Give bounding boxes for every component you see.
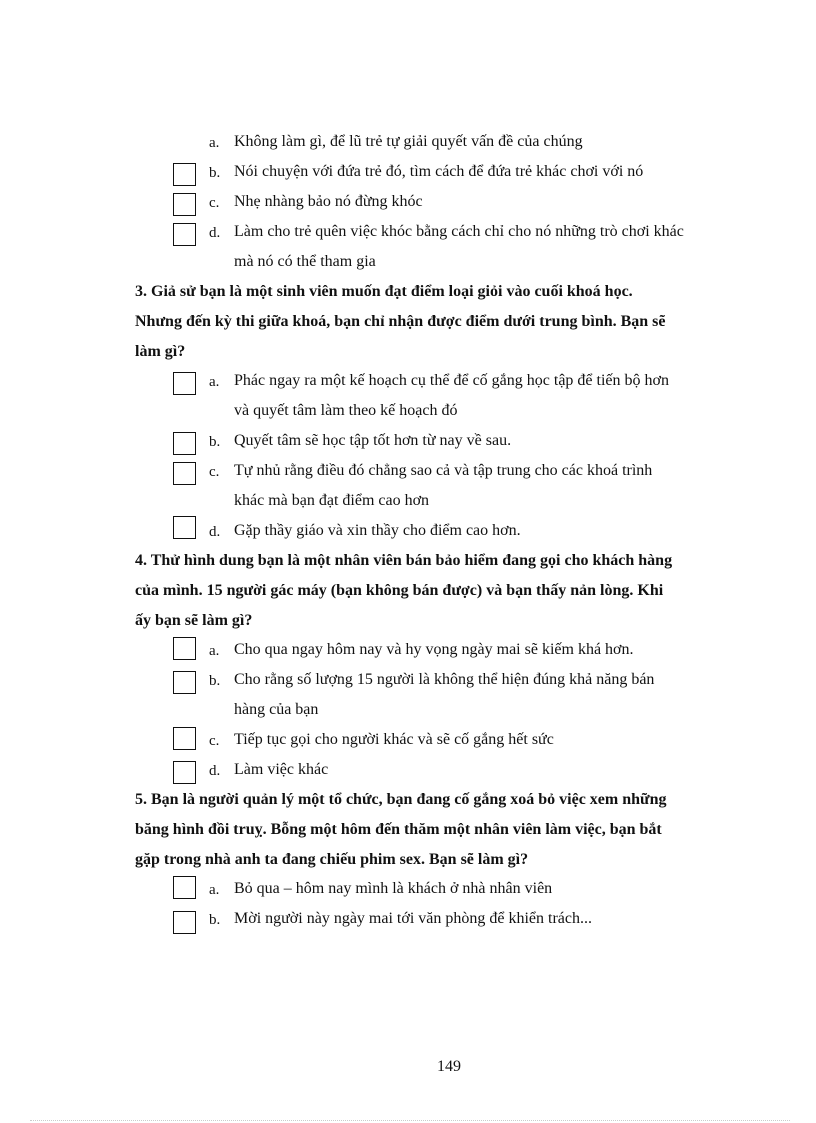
option-text: Không làm gì, để lũ trẻ tự giải quyết vấn đề của chúng — [234, 133, 583, 150]
q4-option-c — [0, 731, 816, 761]
checkbox[interactable] — [173, 671, 196, 694]
checkbox[interactable] — [173, 193, 196, 216]
question-4-line-3: ấy bạn sẽ làm gì? — [135, 612, 253, 629]
q2-option-c — [0, 193, 816, 223]
option-text: Tự nhủ rằng điều đó chẳng sao cả và tập trung cho các khoá trình — [234, 462, 653, 479]
checkbox[interactable] — [173, 637, 196, 660]
option-text: Nhẹ nhàng bảo nó đừng khóc — [234, 193, 423, 210]
option-text: Quyết tâm sẽ học tập tốt hơn từ nay về sau. — [234, 432, 512, 449]
option-text: Làm việc khác — [234, 761, 329, 778]
option-letter: c. — [209, 195, 220, 211]
checkbox[interactable] — [173, 761, 196, 784]
checkbox[interactable] — [173, 432, 196, 455]
option-text: Nói chuyện với đứa trẻ đó, tìm cách để đứa trẻ khác chơi với nó — [234, 163, 644, 180]
option-text: Tiếp tục gọi cho người khác và sẽ cố gắng hết sức — [234, 731, 554, 748]
option-letter: b. — [209, 434, 221, 450]
option-text: Gặp thầy giáo và xin thầy cho điểm cao hơn. — [234, 522, 521, 539]
option-text: Làm cho trẻ quên việc khóc bằng cách chỉ cho nó những trò chơi khác — [234, 223, 684, 240]
checkbox[interactable] — [173, 911, 196, 934]
option-letter: c. — [209, 733, 220, 749]
option-text: Mời người này ngày mai tới văn phòng để khiển trách... — [234, 910, 592, 927]
checkbox[interactable] — [173, 163, 196, 186]
option-letter: a. — [209, 643, 220, 659]
q3-option-c — [0, 462, 816, 492]
question-4-line-1: 4. Thử hình dung bạn là một nhân viên bán bảo hiểm đang gọi cho khách hàng — [135, 552, 673, 569]
question-5-line-3: gặp trong nhà anh ta đang chiếu phim sex. Bạn sẽ làm gì? — [135, 851, 529, 868]
question-5-line-1: 5. Bạn là người quản lý một tổ chức, bạn đang cố gắng xoá bỏ việc xem những — [135, 791, 667, 808]
q3-option-b — [0, 432, 816, 462]
checkbox[interactable] — [173, 223, 196, 246]
q5-option-a — [0, 880, 816, 910]
checkbox[interactable] — [173, 516, 196, 539]
option-text-continuation: mà nó có thể tham gia — [234, 253, 376, 270]
question-3-line-1: 3. Giả sử bạn là một sinh viên muốn đạt điểm loại giỏi vào cuối khoá học. — [135, 283, 633, 300]
question-3-line-2: Nhưng đến kỳ thi giữa khoá, bạn chỉ nhận được điểm dưới trung bình. Bạn sẽ — [135, 313, 666, 330]
option-letter: b. — [209, 912, 221, 928]
option-text-continuation: và quyết tâm làm theo kế hoạch đó — [234, 402, 458, 419]
page-number: 149 — [437, 1058, 461, 1075]
q4-option-a — [0, 641, 816, 671]
q2-option-b — [0, 163, 816, 193]
question-5-line-2: băng hình đồi truỵ. Bỗng một hôm đến thăm một nhân viên làm việc, bạn bắt — [135, 821, 662, 838]
option-letter: d. — [209, 225, 221, 241]
option-text-continuation: khác mà bạn đạt điểm cao hơn — [234, 492, 430, 509]
q3-option-d — [0, 522, 816, 552]
option-letter: d. — [209, 524, 221, 540]
option-letter: b. — [209, 673, 221, 689]
checkbox[interactable] — [173, 372, 196, 395]
question-3-line-3: làm gì? — [135, 343, 186, 360]
q2-option-a — [0, 133, 816, 163]
option-text: Cho qua ngay hôm nay và hy vọng ngày mai sẽ kiếm khá hơn. — [234, 641, 634, 658]
option-letter: a. — [209, 135, 220, 151]
checkbox[interactable] — [173, 876, 196, 899]
option-letter: c. — [209, 464, 220, 480]
option-text: Cho rằng số lượng 15 người là không thể hiện đúng khả năng bán — [234, 671, 655, 688]
option-text: Bỏ qua – hôm nay mình là khách ở nhà nhân viên — [234, 880, 553, 897]
q4-option-b — [0, 671, 816, 701]
option-letter: d. — [209, 763, 221, 779]
option-text-continuation: hàng của bạn — [234, 701, 319, 718]
checkbox[interactable] — [173, 462, 196, 485]
question-4-line-2: của mình. 15 người gác máy (bạn không bán được) và bạn thấy nản lòng. Khi — [135, 582, 664, 599]
checkbox[interactable] — [173, 727, 196, 750]
q4-option-d — [0, 761, 816, 791]
option-letter: a. — [209, 882, 220, 898]
q5-option-b — [0, 910, 816, 940]
bottom-divider — [30, 1120, 790, 1121]
q2-option-d — [0, 223, 816, 253]
option-letter: b. — [209, 165, 221, 181]
option-letter: a. — [209, 374, 220, 390]
q3-option-a — [0, 372, 816, 402]
option-text: Phác ngay ra một kế hoạch cụ thể để cố gắng học tập để tiến bộ hơn — [234, 372, 669, 389]
